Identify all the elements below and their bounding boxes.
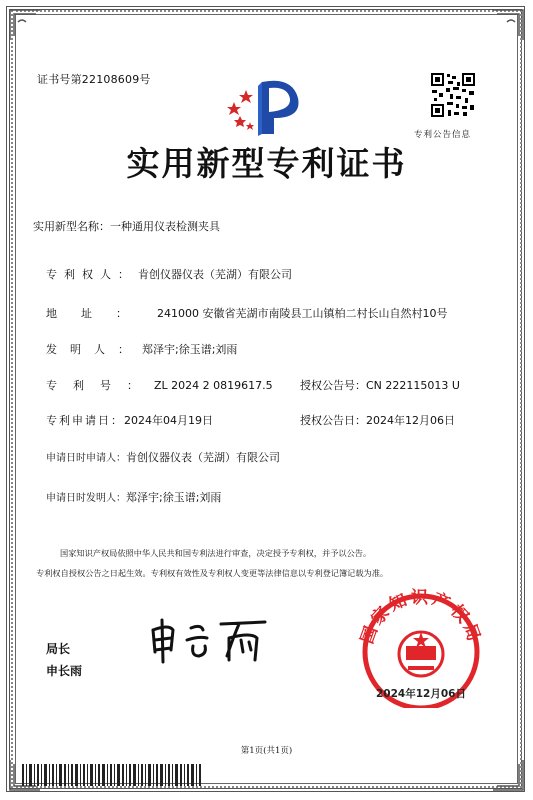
- field-utility-model-name: [33, 218, 220, 234]
- qr-code-icon: [430, 72, 476, 118]
- field-value: CN 222115013 U: [366, 379, 460, 392]
- corner-ornament-icon: [491, 758, 525, 792]
- field-applicant-at-filing: [46, 449, 280, 465]
- statement-line-1: 国家知识产权局依照中华人民共和国专利法进行审查，决定授予专利权，并予以公告。: [60, 548, 372, 558]
- field-value: 2024年12月06日: [366, 414, 455, 427]
- field-label: 授权公告日：: [300, 414, 366, 427]
- page-number: 第1页(共1页): [240, 746, 293, 756]
- statement-line-2: 专利权自授权公告之日起生效。专利权有效性及专利权人变更等法律信息以专利登记簿记载为准。: [36, 568, 389, 578]
- field-announcement-date: [300, 412, 455, 428]
- field-value: 郑泽宇;徐玉谱;刘雨: [142, 343, 238, 356]
- field-label: 专利号：: [46, 379, 154, 392]
- cnipa-logo-icon: [222, 72, 314, 142]
- field-label: 发明人：: [46, 343, 142, 356]
- field-value: 肯创仪器仪表（芜湖）有限公司: [138, 268, 292, 281]
- field-label: 授权公告号：: [300, 379, 366, 392]
- corner-ornament-icon: [8, 8, 42, 42]
- field-label: 实用新型名称：: [33, 220, 110, 233]
- field-label: 专利申请日：: [46, 414, 124, 427]
- field-label: 申请日时申请人：: [46, 453, 126, 464]
- seal-date: 2024年12月06日: [376, 688, 466, 700]
- director-title: 局长: [46, 642, 71, 656]
- field-label: 专利权人：: [46, 268, 136, 281]
- field-filing-date: [46, 412, 213, 428]
- field-announcement-number: [300, 377, 460, 393]
- qr-caption: 专利公告信息: [414, 130, 472, 140]
- field-inventor: [46, 341, 237, 357]
- field-value: ZL 2024 2 0819617.5: [154, 379, 273, 392]
- field-value: 肯创仪器仪表（芜湖）有限公司: [126, 451, 280, 464]
- director-name: 申长雨: [46, 664, 83, 678]
- certificate-number: 证书号第22108609号: [37, 73, 151, 86]
- field-address: [46, 305, 447, 321]
- field-inventor-at-filing: [46, 489, 221, 505]
- field-value: 郑泽宇;徐玉谱;刘雨: [126, 491, 222, 504]
- handwritten-signature-icon: [147, 616, 275, 666]
- field-value: 2024年04月19日: [124, 414, 213, 427]
- field-value: 241000 安徽省芜湖市南陵县工山镇柏二村长山自然村10号: [157, 307, 448, 320]
- field-label: 地址：: [46, 307, 151, 320]
- field-label: 申请日时发明人：: [46, 493, 126, 504]
- barcode-icon: [22, 764, 202, 786]
- field-value: 一种通用仪表检测夹具: [110, 220, 220, 233]
- seal-text: 国家知识产权局: [357, 588, 485, 647]
- field-patentee: [46, 266, 292, 282]
- corner-ornament-icon: [491, 8, 525, 42]
- field-patent-number: [46, 377, 273, 393]
- page-title: 实用新型专利证书: [126, 144, 407, 183]
